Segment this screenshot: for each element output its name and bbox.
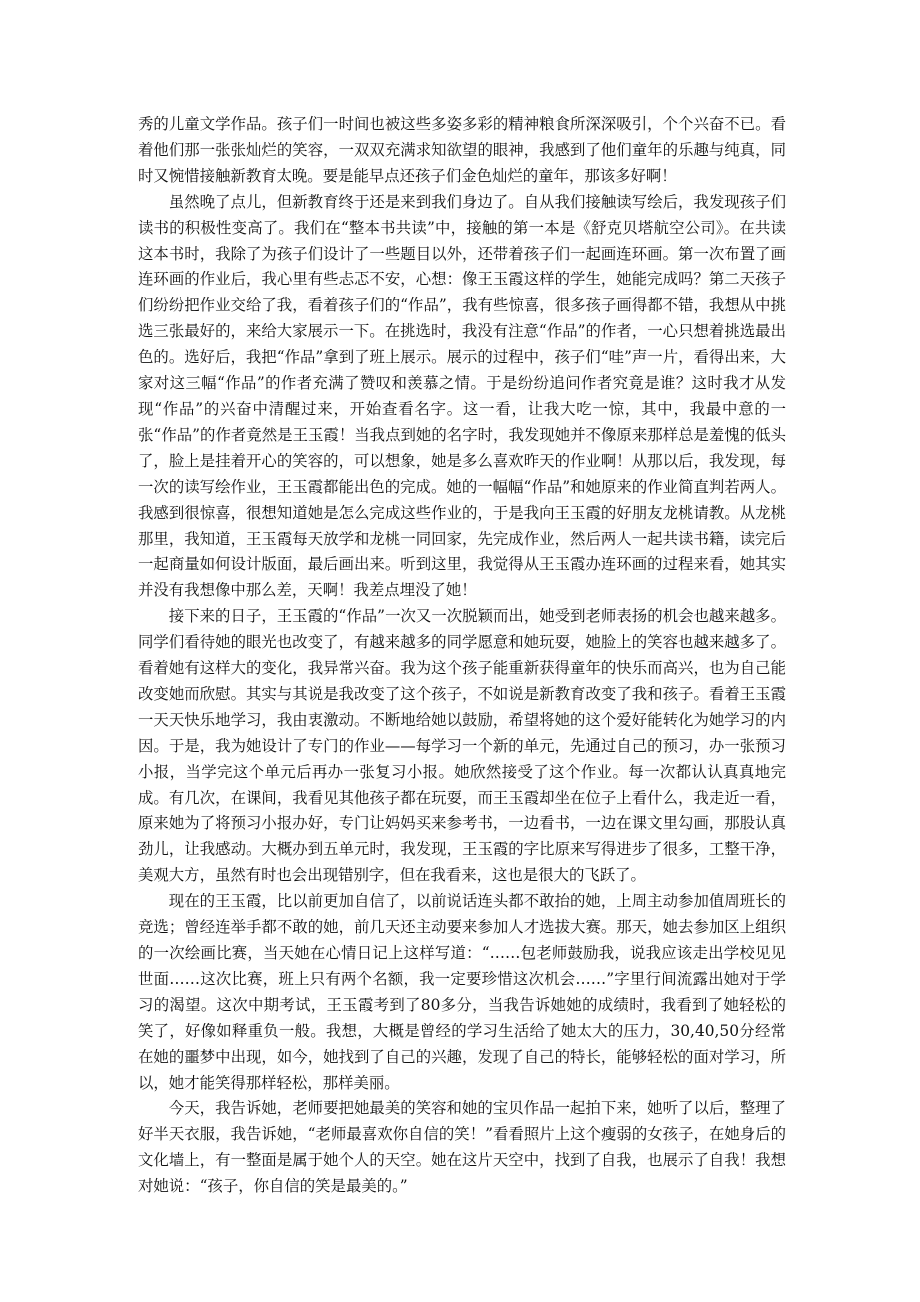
paragraph-confidence: 现在的王玉霞，比以前更加自信了，以前说话连头都不敢抬的她，上周主动参加值周班长的竞选；曾经连举手都不敢的她，前几天还主动要来参加人才选拔大赛。那天，她去参加区上组织的一次绘画比赛，当天她在心情日记上这样写道：“……包老师鼓励我，说我应该走出学校见见世面……这次比赛，班上只有两个名额，我一定要珍惜这次机会……”字里行间流露出她对于学习的渴望。这次中期考试，王玉霞考到了80多分，当我告诉她她的成绩时，我看到了她轻松的笑了，好像如释重负一般。我想，大概是曾经的学习生活给了她太大的压力，30,40,50分经常在她的噩梦中出现，如今，她找到了自己的兴趣，发现了自己的特长，能够轻松的面对学习，所以，她才能笑得那样轻松，那样美丽。 bbox=[138, 892, 786, 1092]
paragraph-continued: 秀的儿童文学作品。孩子们一时间也被这些多姿多彩的精神粮食所深深吸引，个个兴奋不已。看着他们那一张张灿烂的笑容，一双双充满求知欲望的眼神，我感到了他们童年的乐趣与纯真，同时又惋惜接触新教育太晚。要是能早点还孩子们金色灿烂的童年，那该多好啊！ bbox=[138, 115, 786, 185]
document-page bbox=[138, 112, 786, 1200]
paragraph-reading-program: 虽然晚了点儿，但新教育终于还是来到我们身边了。自从我们接触读写绘后，我发现孩子们读书的积极性变高了。我们在“整本书共读”中，接触的第一本是《舒克贝塔航空公司》。在共读这本书时，我除了为孩子们设计了一些题目以外，还带着孩子们一起画连环画。第一次布置了画连环画的作业后，我心里有些忐忑不安，心想：像王玉霞这样的学生，她能完成吗？第二天孩子们纷纷把作业交给了我，看着孩子们的“作品”，我有些惊喜，很多孩子画得都不错，我想从中挑选三张最好的，来给大家展示一下。在挑选时，我没有注意“作品”的作者，一心只想着挑选最出色的。选好后，我把“作品”拿到了班上展示。展示的过程中，孩子们“哇”声一片，看得出来，大家对这三幅“作品”的作者充满了赞叹和羡慕之情。于是纷纷追问作者究竟是谁？这时我才从发现“作品”的兴奋中清醒过来，开始查看名字。这一看，让我大吃一惊，其中，我最中意的一张“作品”的作者竟然是王玉霞！当我点到她的名字时，我发现她并不像原来那样总是羞愧的低头了，脸上是挂着开心的笑容的，可以想象，她是多么喜欢昨天的作业啊！从那以后，我发现，每一次的读写绘作业，王玉霞都能出色的完成。她的一幅幅“作品”和她原来的作业简直判若两人。我感到很惊喜，很想知道她是怎么完成这些作业的，于是我向王玉霞的好朋友龙桃请教。从龙桃那里，我知道，王玉霞每天放学和龙桃一同回家，先完成作业，然后两人一起共读书籍，读完后一起商量如何设计版面，最后画出来。听到这里，我觉得从王玉霞办连环画的过程来看，她其实并没有我想像中那么差，天啊！我差点埋没了她！ bbox=[138, 192, 786, 600]
paragraph-conclusion: 今天，我告诉她，老师要把她最美的笑容和她的宝贝作品一起拍下来，她听了以后，整理了好半天衣服，我告诉她，“老师最喜欢你自信的笑！”看看照片上这个瘦弱的女孩子，在她身后的文化墙上，有一整面是属于她个人的天空。她在这片天空中，找到了自我，也展示了自我！我想对她说：“孩子，你自信的笑是最美的。” bbox=[138, 1099, 786, 1196]
paragraph-progress: 接下来的日子，王玉霞的“作品”一次又一次脱颖而出，她受到老师表扬的机会也越来越多。同学们看待她的眼光也改变了，有越来越多的同学愿意和她玩耍，她脸上的笑容也越来越多了。看着她有这样大的变化，我异常兴奋。我为这个孩子能重新获得童年的快乐而高兴，也为自己能改变她而欣慰。其实与其说是我改变了这个孩子，不如说是新教育改变了我和孩子。看着王玉霞一天天快乐地学习，我由衷激动。不断地给她以鼓励，希望将她的这个爱好能转化为她学习的内因。于是，我为她设计了专门的作业——每学习一个新的单元，先通过自己的预习，办一张预习小报，当学完这个单元后再办一张复习小报。她欣然接受了这个作业。每一次都认认真真地完成。有几次，在课间，我看见其他孩子都在玩耍，而王玉霞却坐在位子上看什么，我走近一看，原来她为了将预习小报办好，专门让妈妈买来参考书，一边看书，一边在课文里勾画，那股认真劲儿，让我感动。大概办到五单元时，我发现，王玉霞的字比原来写得进步了很多，工整干净，美观大方，虽然有时也会出现错别字，但在我看来，这也是很大的飞跃了。 bbox=[138, 607, 786, 885]
